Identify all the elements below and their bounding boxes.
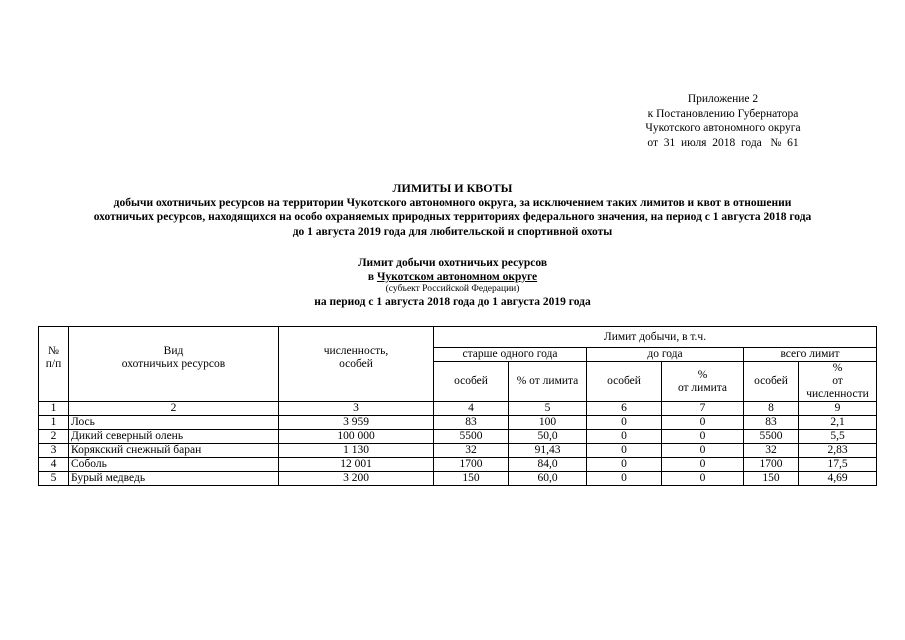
column-number-row [39,402,877,416]
cell-species: Лось [69,416,279,430]
cell-num: 2 [39,430,69,444]
cell-under-count: 0 [587,458,662,472]
cell-under-pct: 0 [662,430,744,444]
cell-total-count: 32 [744,444,799,458]
title-line: охотничьих ресурсов, находящихся на особо охраняемых природных территориях федерального значения, на период с 1 августа 2018 года [93,211,812,223]
cell-older-pct: 91,43 [509,444,587,458]
column-number: 5 [509,402,587,416]
region-name: Чукотском автономном округе [376,271,538,283]
header-limit-group: Лимит добычи, в т.ч. [434,327,877,348]
subject-heading [20,256,885,309]
table-row [39,430,877,444]
cell-total-pct: 2,1 [799,416,877,430]
cell-population: 100 000 [279,430,434,444]
cell-species: Бурый медведь [69,472,279,486]
title-line: до 1 августа 2019 года для любительской и спортивной охоты [292,225,613,238]
cell-older-count: 32 [434,444,509,458]
cell-species: Корякский снежный баран [69,444,279,458]
header-older-count: особей [434,362,509,402]
column-number: 8 [744,402,799,416]
cell-total-pct: 17,5 [799,458,877,472]
cell-num: 4 [39,458,69,472]
table-row [39,444,877,458]
title-main: ЛИМИТЫ И КВОТЫ [392,181,513,195]
table-row [39,458,877,472]
cell-older-count: 5500 [434,430,509,444]
table-row [39,472,877,486]
document-title [20,181,885,239]
cell-under-count: 0 [587,444,662,458]
cell-species: Дикий северный олень [69,430,279,444]
column-number: 6 [587,402,662,416]
subject-period: на период с 1 августа 2018 года до 1 августа 2019 года [314,296,591,308]
header-under-count: особей [587,362,662,402]
cell-older-count: 83 [434,416,509,430]
subject-region-line [20,270,885,284]
region-prefix: в [367,271,377,283]
appendix-date-line: от 31 июля 2018 года № 61 [647,136,799,149]
column-number: 3 [279,402,434,416]
subject-line: Лимит добычи охотничьих ресурсов [357,257,548,269]
column-number: 2 [69,402,279,416]
cell-older-pct: 100 [509,416,587,430]
appendix-line: Чукотского автономного округа [645,122,801,134]
cell-species: Соболь [69,458,279,472]
cell-population: 1 130 [279,444,434,458]
cell-under-count: 0 [587,416,662,430]
limits-table [38,326,877,486]
cell-num: 1 [39,416,69,430]
header-total-count: особей [744,362,799,402]
header-under-pct: % от лимита [662,362,744,402]
cell-older-pct: 84,0 [509,458,587,472]
title-line: добычи охотничьих ресурсов на территории Чукотского автономного округа, за исключением таких лимитов и квот в отношении [113,196,792,209]
cell-older-count: 1700 [434,458,509,472]
cell-under-pct: 0 [662,416,744,430]
column-number: 7 [662,402,744,416]
cell-under-pct: 0 [662,472,744,486]
header-older-pct: % от лимита [509,362,587,402]
cell-total-count: 5500 [744,430,799,444]
cell-total-count: 150 [744,472,799,486]
cell-population: 3 959 [279,416,434,430]
cell-under-pct: 0 [662,444,744,458]
header-num: № п/п [39,327,69,402]
cell-under-pct: 0 [662,458,744,472]
column-number: 9 [799,402,877,416]
appendix-line: к Постановлению Губернатора [647,107,799,120]
cell-population: 12 001 [279,458,434,472]
cell-population: 3 200 [279,472,434,486]
cell-total-pct: 2,83 [799,444,877,458]
header-species: Вид охотничьих ресурсов [69,327,279,402]
header-older: старше одного года [434,348,587,362]
cell-under-count: 0 [587,472,662,486]
cell-older-pct: 60,0 [509,472,587,486]
header-total: всего лимит [744,348,877,362]
cell-num: 3 [39,444,69,458]
header-population: численность, особей [279,327,434,402]
header-under: до года [587,348,744,362]
appendix-header [618,92,828,150]
appendix-line: Приложение 2 [687,93,759,105]
column-number: 4 [434,402,509,416]
cell-total-pct: 4,69 [799,472,877,486]
subject-note: (субъект Российской Федерации) [385,284,520,294]
cell-under-count: 0 [587,430,662,444]
cell-num: 5 [39,472,69,486]
header-total-pct: % от численности [799,362,877,402]
cell-total-pct: 5,5 [799,430,877,444]
table-row [39,416,877,430]
column-number: 1 [39,402,69,416]
cell-total-count: 1700 [744,458,799,472]
cell-older-pct: 50,0 [509,430,587,444]
cell-total-count: 83 [744,416,799,430]
cell-older-count: 150 [434,472,509,486]
